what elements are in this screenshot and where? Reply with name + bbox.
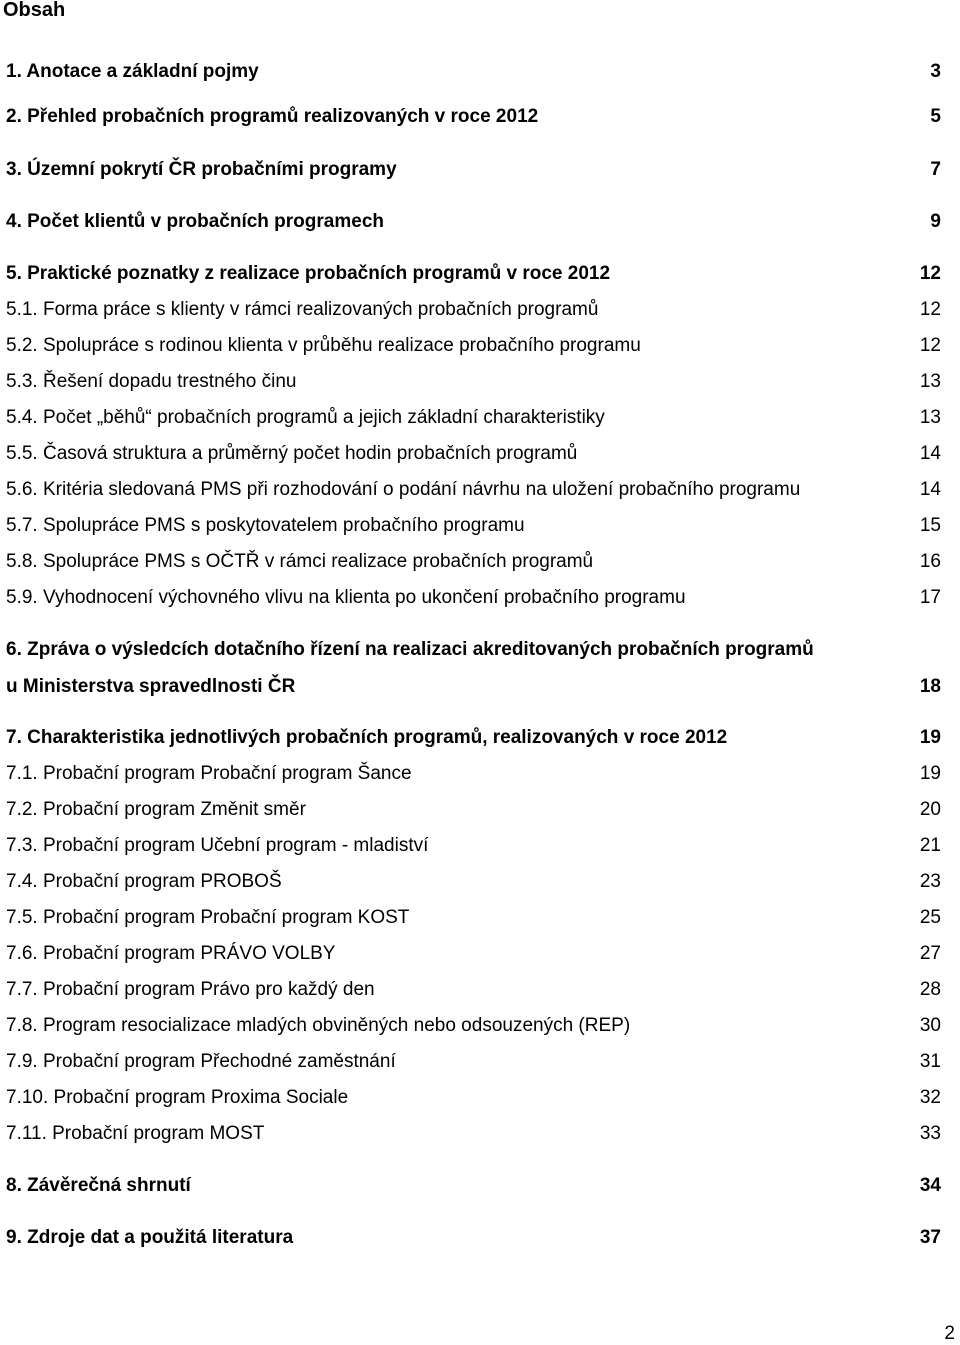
toc-subentry[interactable] <box>6 977 941 1003</box>
toc-entry-label: 5.1. Forma práce s klienty v rámci realizovaných probačních programů <box>6 299 599 320</box>
toc-entry-label: 7.3. Probační program Učební program - mladiství <box>6 835 429 856</box>
toc-entry[interactable] <box>6 261 941 287</box>
toc-entry-page: 12 <box>919 335 941 356</box>
toc-entry-page: 28 <box>919 979 941 1000</box>
toc-entry-label: 5.3. Řešení dopadu trestného činu <box>6 371 297 392</box>
toc-entry-label: 5. Praktické poznatky z realizace probačních programů v roce 2012 <box>6 263 611 284</box>
toc-entry-page: 23 <box>919 871 941 892</box>
toc-entry-page: 3 <box>930 61 941 82</box>
toc-entry-label: 3. Územní pokrytí ČR probačními programy <box>6 159 397 180</box>
toc-subentry[interactable] <box>6 405 941 431</box>
toc-entry-label: 7.1. Probační program Probační program Šance <box>6 763 412 784</box>
toc-entry-label: 5.7. Spolupráce PMS s poskytovatelem probačního programu <box>6 515 525 536</box>
toc-subentry[interactable] <box>6 1085 941 1111</box>
toc-entry-label: 7.4. Probační program PROBOŠ <box>6 871 282 892</box>
toc-entry-page: 17 <box>919 587 941 608</box>
toc-entry-page: 12 <box>919 263 941 284</box>
toc-subentry[interactable] <box>6 585 941 611</box>
toc-entry-page: 14 <box>919 443 941 464</box>
toc-entry-page: 15 <box>919 515 941 536</box>
toc-entry-page: 30 <box>919 1015 941 1036</box>
toc-entry-page: 21 <box>919 835 941 856</box>
toc-entry-label: 2. Přehled probačních programů realizovaných v roce 2012 <box>6 106 539 127</box>
toc-subentry[interactable] <box>6 1121 941 1147</box>
toc-entry[interactable] <box>6 725 941 751</box>
toc-entry-page: 31 <box>919 1051 941 1072</box>
toc-entry-label: 5.6. Kritéria sledovaná PMS při rozhodování o podání návrhu na uložení probačního programu <box>6 479 801 500</box>
toc-entry-page: 13 <box>919 407 941 428</box>
toc-entry-label: 4. Počet klientů v probačních programech <box>6 211 384 232</box>
toc-entry-label: 7.5. Probační program Probační program KOST <box>6 907 410 928</box>
toc-entry[interactable] <box>6 637 941 697</box>
toc-subentry[interactable] <box>6 1049 941 1075</box>
toc-entry-label: 6. Zpráva o výsledcích dotačního řízení na realizaci akreditovaných probačních programů <box>6 639 814 660</box>
toc-subentry[interactable] <box>6 513 941 539</box>
toc-entry-page: 20 <box>919 799 941 820</box>
toc-entry[interactable] <box>6 1225 941 1251</box>
toc-entry-page: 32 <box>919 1087 941 1108</box>
toc-entry-label: 1. Anotace a základní pojmy <box>6 61 259 82</box>
toc-entry-label: 5.5. Časová struktura a průměrný počet hodin probačních programů <box>6 443 578 464</box>
toc-entry-label: 7.6. Probační program PRÁVO VOLBY <box>6 943 336 964</box>
document-title: Obsah <box>3 0 66 21</box>
toc-subentry[interactable] <box>6 441 941 467</box>
toc-entry-page: 18 <box>919 676 941 697</box>
toc-entry-page: 37 <box>919 1227 941 1248</box>
toc-entry-page: 7 <box>930 159 941 180</box>
toc-entry[interactable] <box>6 157 941 183</box>
toc-entry-label: 7. Charakteristika jednotlivých probačních programů, realizovaných v roce 2012 <box>6 727 728 748</box>
toc-entry-page: 5 <box>930 106 941 127</box>
toc-entry-label: 7.11. Probační program MOST <box>6 1123 265 1144</box>
toc-entry[interactable] <box>6 1173 941 1199</box>
toc-entry-label: 5.9. Vyhodnocení výchovného vlivu na klienta po ukončení probačního programu <box>6 587 686 608</box>
toc-subentry[interactable] <box>6 369 941 395</box>
toc-entry-page: 16 <box>919 551 941 572</box>
toc-subentry[interactable] <box>6 549 941 575</box>
toc-entry-page: 13 <box>919 371 941 392</box>
toc-subentry[interactable] <box>6 477 941 503</box>
toc-entry-label: 5.4. Počet „běhů“ probačních programů a jejich základní charakteristiky <box>6 407 605 428</box>
toc-entry[interactable] <box>6 104 941 130</box>
toc-entry-label: 5.8. Spolupráce PMS s OČTŘ v rámci realizace probačních programů <box>6 551 594 572</box>
toc-entry-label: 7.8. Program resocializace mladých obviněných nebo odsouzených (REP) <box>6 1015 631 1036</box>
toc-entry-label: 7.7. Probační program Právo pro každý den <box>6 979 375 1000</box>
toc-entry-page: 9 <box>930 211 941 232</box>
toc-subentry[interactable] <box>6 941 941 967</box>
toc-subentry[interactable] <box>6 1013 941 1039</box>
page-number: 2 <box>944 1323 955 1344</box>
toc-entry-label: 5.2. Spolupráce s rodinou klienta v průběhu realizace probačního programu <box>6 335 641 356</box>
toc-entry-label: 7.9. Probační program Přechodné zaměstnání <box>6 1051 396 1072</box>
toc-entry-label: 7.10. Probační program Proxima Sociale <box>6 1087 349 1108</box>
toc-subentry[interactable] <box>6 905 941 931</box>
toc-entry-page: 25 <box>919 907 941 928</box>
toc-subentry[interactable] <box>6 797 941 823</box>
toc-entry-label: 7.2. Probační program Změnit směr <box>6 799 306 820</box>
toc-subentry[interactable] <box>6 761 941 787</box>
toc-entry-label: 9. Zdroje dat a použitá literatura <box>6 1227 294 1248</box>
toc-entry[interactable] <box>6 59 941 85</box>
toc-entry-page: 14 <box>919 479 941 500</box>
toc-entry-page: 33 <box>919 1123 941 1144</box>
toc-entry[interactable] <box>6 209 941 235</box>
toc-subentry[interactable] <box>6 869 941 895</box>
toc-subentry[interactable] <box>6 333 941 359</box>
toc-entry-page: 19 <box>919 727 941 748</box>
toc-subentry[interactable] <box>6 297 941 323</box>
toc-entry-page: 12 <box>919 299 941 320</box>
toc-entry-label-continued: u Ministerstva spravedlnosti ČR <box>6 676 296 697</box>
toc-entry-page: 27 <box>919 943 941 964</box>
toc-entry-page: 19 <box>919 763 941 784</box>
toc-entry-label: 8. Závěrečná shrnutí <box>6 1175 191 1196</box>
toc-subentry[interactable] <box>6 833 941 859</box>
toc-entry-page: 34 <box>919 1175 941 1196</box>
